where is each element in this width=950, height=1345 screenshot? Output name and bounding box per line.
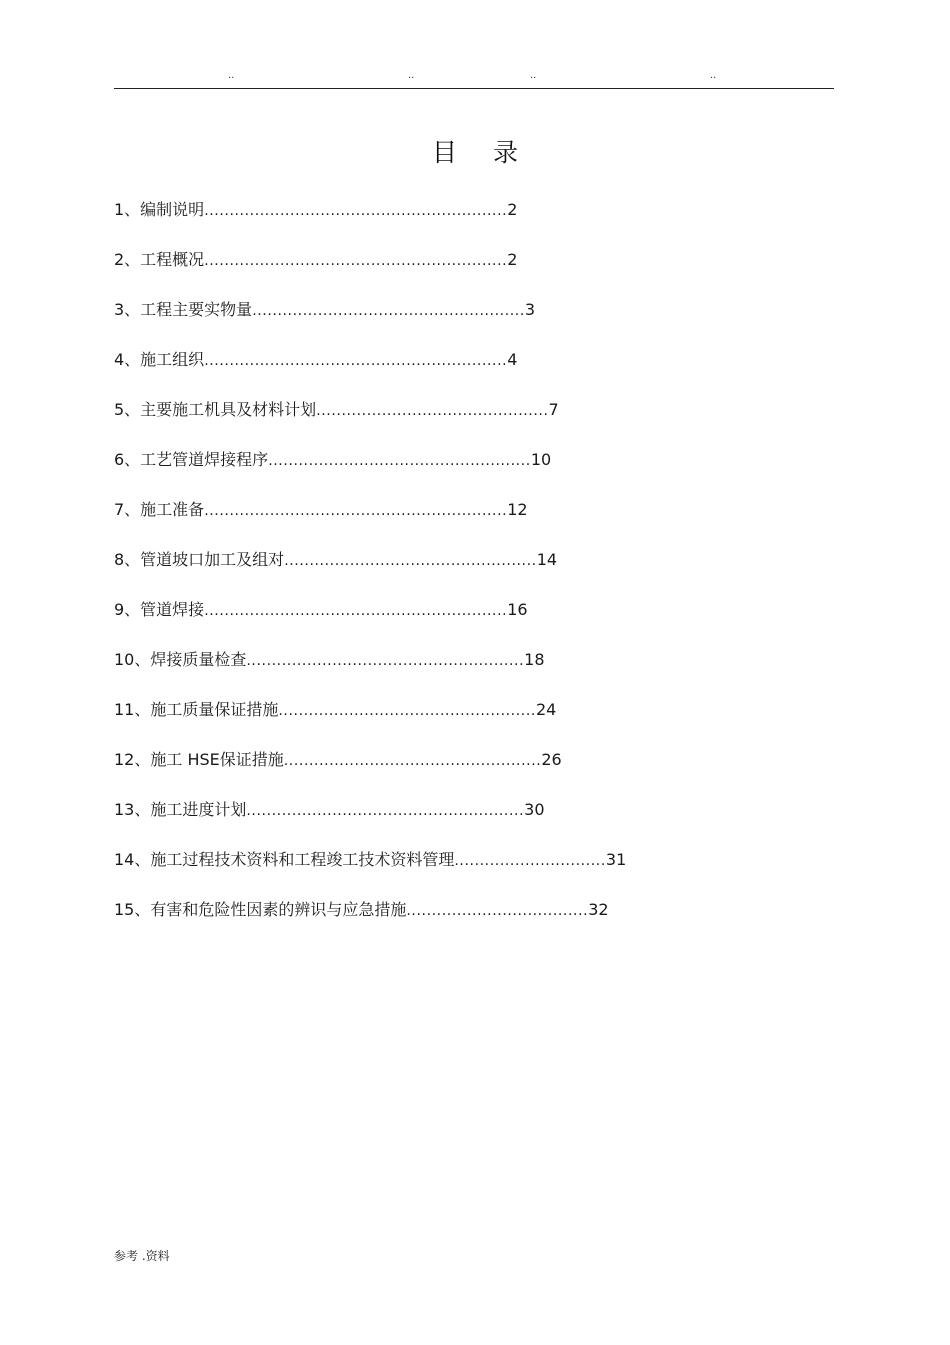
toc-entry-11[interactable] <box>114 696 814 746</box>
toc-dot-leader: .................................................. <box>284 553 537 569</box>
toc-entry-label: 13、施工进度计划 <box>114 800 247 819</box>
toc-entry-label: 9、管道焊接 <box>114 600 205 619</box>
toc-dot-leader: ....................................................... <box>246 653 525 669</box>
toc-entry-label: 10、焊接质量检查 <box>114 650 247 669</box>
toc-dot-leader: .................................................... <box>268 453 531 469</box>
footer-note: 参考 .资料 <box>114 1249 170 1263</box>
toc-entry-label: 7、施工准备 <box>114 500 205 519</box>
toc-entry-label: 12、施工 HSE保证措施 <box>114 750 284 769</box>
header-divider <box>114 88 834 89</box>
toc-entry-13[interactable] <box>114 796 814 846</box>
toc-entry-label: 14、施工过程技术资料和工程竣工技术资料管理 <box>114 850 455 869</box>
toc-entry-4[interactable] <box>114 346 814 396</box>
toc-entry-1[interactable] <box>114 196 814 246</box>
toc-page-number: 31 <box>605 850 627 869</box>
toc-entry-6[interactable] <box>114 446 814 496</box>
header-mark-1: .. <box>228 70 235 81</box>
toc-page-number: 16 <box>507 600 528 619</box>
toc-entry-label: 4、施工组织 <box>114 350 205 369</box>
toc-dot-leader: ............................................................ <box>204 603 508 619</box>
toc-entry-2[interactable] <box>114 246 814 296</box>
toc-dot-leader: ................................................... <box>283 753 542 769</box>
toc-dot-leader: ............................................................ <box>204 203 508 219</box>
toc-entry-label: 11、施工质量保证措施 <box>114 700 279 719</box>
table-of-contents <box>114 196 814 946</box>
toc-entry-8[interactable] <box>114 546 814 596</box>
toc-entry-5[interactable] <box>114 396 814 446</box>
toc-entry-10[interactable] <box>114 646 814 696</box>
toc-dot-leader: ................................................... <box>278 703 536 719</box>
toc-dot-leader: ............................................................ <box>204 503 508 519</box>
toc-entry-9[interactable] <box>114 596 814 646</box>
toc-entry-label: 6、工艺管道焊接程序 <box>114 450 269 469</box>
toc-entry-label: 8、管道坡口加工及组对 <box>114 550 285 569</box>
toc-page-number: 2 <box>507 250 518 269</box>
toc-page-number: 4 <box>507 350 518 369</box>
toc-page-number: 26 <box>541 750 562 769</box>
toc-entry-label: 1、编制说明 <box>114 200 205 219</box>
toc-dot-leader: ............................................................ <box>204 253 508 269</box>
toc-dot-leader: .............................. <box>454 853 606 869</box>
header-mark-2: .. <box>408 70 415 81</box>
header-mark-3: .. <box>530 70 537 81</box>
toc-page-number: 2 <box>507 200 518 219</box>
toc-dot-leader: .............................................. <box>316 403 549 419</box>
toc-entry-label: 2、工程概况 <box>114 250 205 269</box>
toc-entry-12[interactable] <box>114 746 814 796</box>
toc-dot-leader: ...................................................... <box>252 303 525 319</box>
toc-entry-label: 5、主要施工机具及材料计划 <box>114 400 317 419</box>
toc-entry-label: 15、有害和危险性因素的辨识与应急措施 <box>114 900 407 919</box>
toc-dot-leader: ............................................................ <box>204 353 508 369</box>
toc-page-number: 24 <box>535 700 557 719</box>
toc-entry-15[interactable] <box>114 896 814 946</box>
toc-page-number: 14 <box>536 550 558 569</box>
toc-entry-label: 3、工程主要实物量 <box>114 300 253 319</box>
toc-entry-14[interactable] <box>114 846 814 896</box>
toc-entry-7[interactable] <box>114 496 814 546</box>
toc-page-number: 7 <box>548 400 559 419</box>
header-mark-4: .. <box>710 70 717 81</box>
toc-page-number: 18 <box>524 650 545 669</box>
toc-page-number: 3 <box>524 300 536 319</box>
toc-entry-3[interactable] <box>114 296 814 346</box>
toc-page-number: 30 <box>524 800 545 819</box>
toc-page-number: 10 <box>530 450 552 469</box>
page-title: 目 录 <box>432 138 532 167</box>
toc-dot-leader: ....................................................... <box>246 803 525 819</box>
toc-page-number: 32 <box>588 900 609 919</box>
toc-page-number: 12 <box>507 500 528 519</box>
toc-dot-leader: .................................... <box>406 903 589 919</box>
